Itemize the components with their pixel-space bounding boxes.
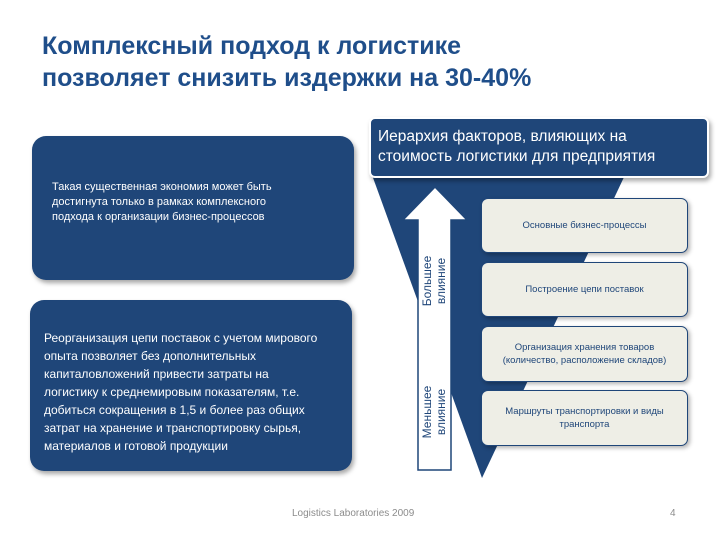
reorganization-note-line: Реорганизация цепи поставок с учетом мирового [44,331,318,345]
factor-line: Организация хранения товаров [514,342,655,353]
title-line-1: Комплексный подход к логистике [42,32,462,60]
factor-line: Маршруты транспортировки и виды [505,406,664,417]
factor-line: транспорта [559,419,610,430]
factor-supply-chain [481,262,688,317]
more-influence-line: Большее [420,255,434,307]
footer-text: Logistics Laboratories 2009 [292,508,415,519]
reorganization-note-line: логистику к среднемировым показателям, т.е. [44,385,300,399]
hierarchy-header-line: стоимость логистики для предприятия [378,148,656,165]
economy-note-line: подхода к организации бизнес-процессов [52,211,265,223]
factor-business-processes [481,198,688,253]
reorganization-note-line: материалов и готовой продукции [44,439,228,453]
factor-transport-routes [481,390,688,446]
factor-line: (количество, расположение складов) [502,355,667,366]
reorganization-note-line: добиться сокращения в 1,5 и более раз общих [44,403,305,417]
factor-line: Основные бизнес-процессы [522,220,647,231]
factor-warehousing [481,326,688,382]
less-influence-label [420,382,450,442]
more-influence-line: влияние [434,257,448,305]
less-influence-line: влияние [434,388,448,436]
hierarchy-header-line: Иерархия факторов, влияющих на [378,128,627,145]
economy-note-line: достигнута только в рамках комплексного [52,196,266,208]
reorganization-note-line: опыта позволяет без дополнительных [44,349,257,363]
reorganization-note-line: капиталовложений привести затраты на [44,367,269,381]
more-influence-label [420,251,450,311]
hierarchy-header [369,117,709,178]
page-number: 4 [670,508,676,519]
title-line-2: позволяет снизить издержки на 30-40% [42,64,532,92]
economy-note-line: Такая существенная экономия может быть [52,181,272,193]
less-influence-line: Меньшее [420,385,434,439]
reorganization-note-line: затрат на хранение и транспортировку сырья, [44,421,302,435]
factor-line: Построение цепи поставок [525,284,644,295]
